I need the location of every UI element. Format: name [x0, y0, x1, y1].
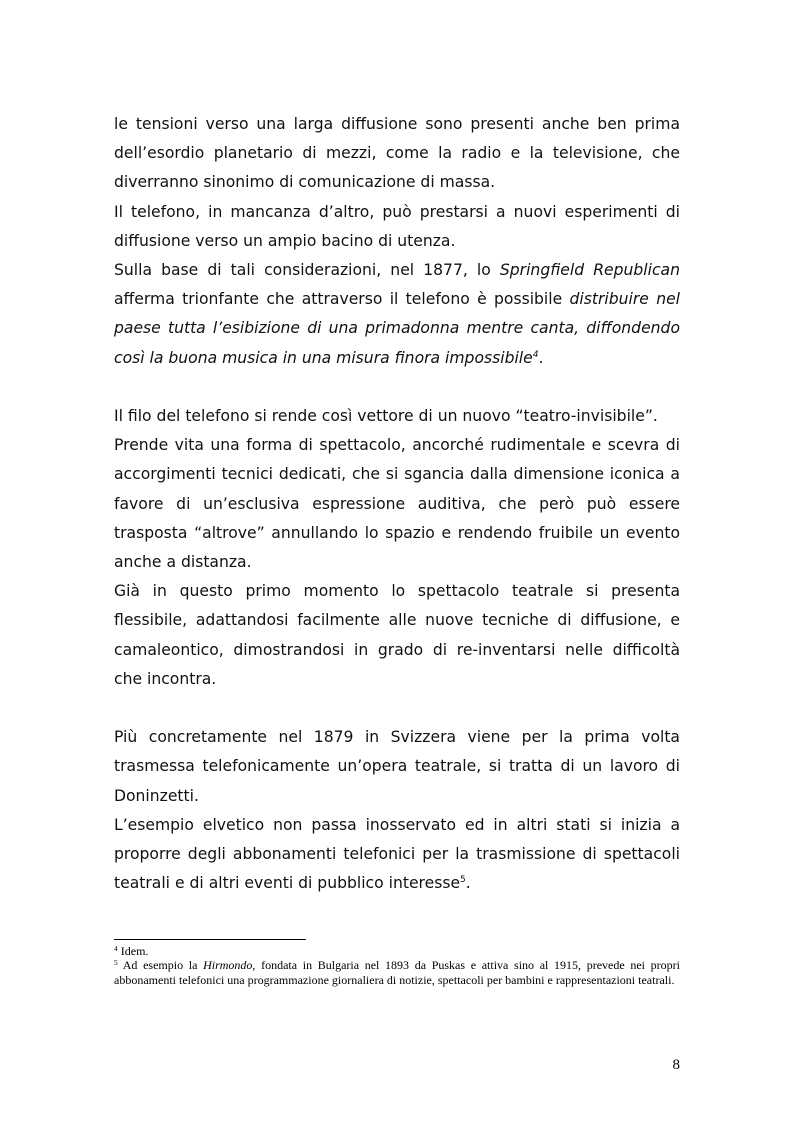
paragraph-5: Prende vita una forma di spettacolo, ancorché rudimentale e scevra di accorgimenti tecnici dedicati, che si sgancia dalla dimensione iconica a favore di un’esclusiva espressione auditiva, che però può essere trasposta “altrove” annullando lo spazio e rendendo fruibile un evento anche a distanza.	[114, 436, 680, 572]
footnote-ref-5: 5	[460, 875, 466, 886]
footnote-5: $^5$ Ad esempio la Hirmondo, fondata in Bulgaria nel 1893 da Puskas e attiva sino al 1915, prevede nei propri abbonamenti telefonici una programmazione giornaliera di notizie, spettacoli per bambini e rappresentazioni teatrali.	[114, 958, 680, 987]
paragraph-1: le tensioni verso una larga diffusione sono presenti anche ben prima dell’esordio planetario di mezzi, come la radio e la televisione, che diverranno sinonimo di comunicazione di massa.	[114, 115, 680, 192]
paragraph-3: Sulla base di tali considerazioni, nel 1877, lo Springfield Republican afferma trionfante che attraverso il telefono è possibile distribuire nel paese tutta l’esibizione di una primadonna mentre canta, diffondendo così la buona musica in una misura finora impossibile$^4$.	[114, 261, 680, 367]
hirmondo-title: Hirmondo	[203, 958, 253, 973]
paragraph-6: Già in questo primo momento lo spettacolo teatrale si presenta flessibile, adattandosi facilmente alle nuove tecniche di diffusione, e camaleontico, dimostrandosi in grado di re-inventarsi nelle difficoltà che incontra.	[114, 582, 680, 688]
quotation: distribuire nel paese tutta l’esibizione di una primadonna mentre canta, diffondendo così la buona musica in una misura finora impossibile	[114, 290, 680, 367]
page-number: 8	[672, 1057, 680, 1073]
footnote-number: 4	[114, 944, 118, 953]
paragraph-7: Più concretamente nel 1879 in Svizzera viene per la prima volta trasmessa telefonicamente un’opera teatrale, si tratta di un lavoro di Doninzetti.	[114, 728, 680, 805]
footnote-ref-4: 4	[532, 349, 539, 360]
body-text	[114, 110, 680, 898]
paragraph-4: Il filo del telefono si rende così vettore di un nuovo “teatro-invisibile”.	[114, 407, 658, 426]
footnote-separator	[114, 939, 306, 940]
footnote-number: 5	[114, 958, 118, 968]
newspaper-title: Springfield Republican	[499, 261, 680, 280]
footnote-4: $^4$ Idem.	[114, 944, 149, 958]
paragraph-8: L’esempio elvetico non passa inosservato ed in altri stati si inizia a proporre degli abbonamenti telefonici per la trasmissione di spettacoli teatrali e di altri eventi di pubblico interesse$^5$.	[114, 815, 680, 893]
footnotes	[114, 944, 680, 987]
paragraph-2: Il telefono, in mancanza d’altro, può prestarsi a nuovi esperimenti di diffusione verso un ampio bacino di utenza.	[114, 202, 680, 250]
